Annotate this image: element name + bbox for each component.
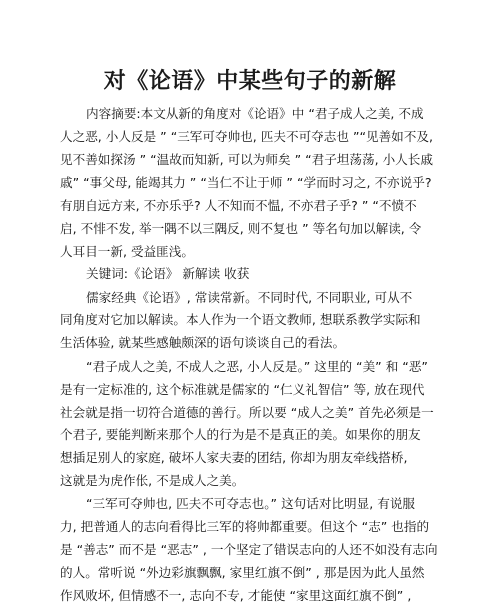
body-line: 生活体验, 就某些感触颇深的语句谈谈自己的看法。 [60,335,346,350]
abstract-line: 戚” “事父母, 能竭其力 ” “当仁不让于师 ” “学而时习之, 不亦说乎? [60,175,432,190]
body-line: 儒家经典《论语》, 常读常新。不同时代, 不同职业, 可从不 [86,290,413,305]
body-line: 个君子, 要能判断来那个人的行为是不是真正的美。如果你的朋友 [60,427,421,442]
body-line: 力, 把普通人的志向看得比三军的将帅都重要。但这个 “志” 也指的 [60,519,430,534]
abstract-line: 启, 不悱不发, 举一隅不以三隅反, 则不复也 ” 等名句加以解读, 令 [60,221,422,236]
body-line: 社会就是指一切符合道德的善行。所以要 “成人之美” 首先必须是一 [60,405,434,420]
body-line: 是有一定标准的, 这个标准就是儒家的 “仁义礼智信” 等, 放在现代 [60,382,425,397]
abstract-line: 有朋自远方来, 不亦乐乎? 人不知而不愠, 不亦君子乎? ” “不愤不 [60,198,417,213]
abstract-line: 见不善如探汤 ” “温故而知新, 可以为师矣 ” “君子坦荡荡, 小人长戚 [60,152,433,167]
body-line: 是 “善志” 而不是 “恶志” , 一个坚定了错误志向的人还不如没有志向 [60,542,438,557]
abstract-line: 人耳目一新, 受益匪浅。 [60,244,194,259]
body-line: 作风败坏, 但情感不一, 志向不专, 才能使 “家里这面红旗不倒” , [60,588,412,603]
body-line: “三军可夺帅也, 匹夫不可夺志也。” 这句话对比明显, 有说服 [86,496,416,511]
body-line: 想插足别人的家庭, 破坏人家夫妻的团结, 你却为朋友牵线搭桥, [60,450,408,465]
abstract-line: 内容摘要:本文从新的角度对《论语》中 “君子成人之美, 不成 [86,106,424,121]
abstract-line: 人之恶, 小人反是 ” “三军可夺帅也, 匹夫不可夺志也 ”“见善如不及, [60,129,433,144]
document-title: 对《论语》中某些句子的新解 [103,69,397,94]
keywords-line: 关键词:《论语》 新解读 收获 [86,266,250,281]
body-line: 这就是为虎作伥, 不是成人之美。 [60,473,245,488]
body-line: 的人。常听说 “外边彩旗飘飘, 家里红旗不倒” , 那是因为此人虽然 [60,565,425,580]
body-line: 同角度对它加以解读。本人作为一个语文教师, 想联系教学实际和 [60,312,421,327]
body-line: “君子成人之美, 不成人之恶, 小人反是。” 这里的 “美” 和 “恶” [86,359,428,374]
